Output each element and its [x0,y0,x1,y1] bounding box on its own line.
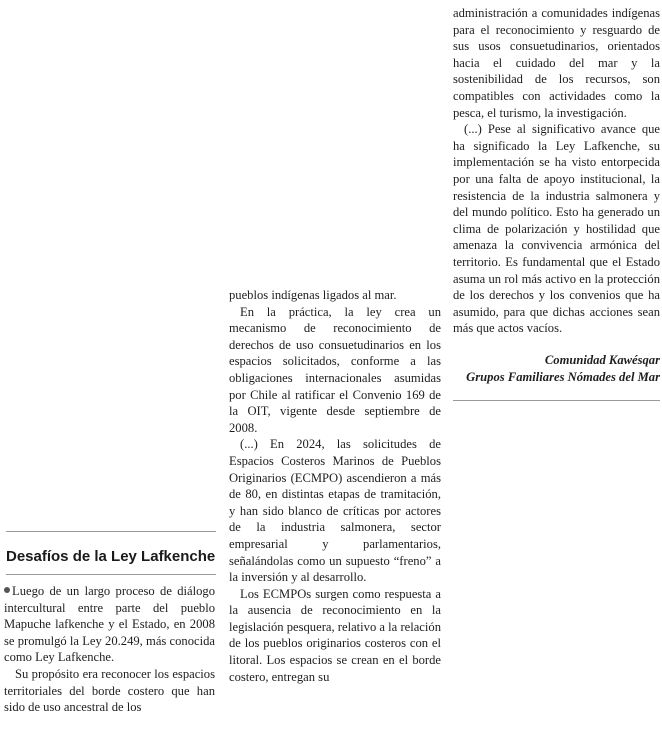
signature-line-1: Comunidad Kawésqar [544,353,660,367]
paragraph: En la práctica, la ley crea un mecanismo de reconocimiento de derechos de uso consuetudinarios en los espacios solicitados, conforme a las obligaciones internacionales asumidas por Chile al ratificar el Convenio 169 de la OIT, vigente desde septiembre de 2008. [229,304,441,435]
signature-block [453,352,660,386]
paragraph: (...) Pese al significativo avance que ha significado la Ley Lafkenche, su implementación se ha visto entorpecida por una falta de apoyo institucional, la resistencia de la industria salmonera y del mundo político. Esto ha generado un clima de polarización y hostilidad que amenaza la convivencia armónica del territorio. Es fundamental que el Estado asuma un rol más activo en la protección de los derechos y los convenios que ha asumido, para que dichas acciones sean más que actos vacíos. [453,122,660,336]
paragraph: administración a comunidades indígenas para el reconocimiento y resguardo de sus usos consuetudinarios, orientados hacia el cuidado del mar y la sostenibilidad de los recursos, son compatibles con actividades como la pesca, el turismo, la investigación. [453,6,660,120]
paragraph: Su propósito era reconocer los espacios territoriales del borde costero que han sido de uso ancestral de los [4,666,215,715]
paragraph: Los ECMPOs surgen como respuesta a la ausencia de reconocimiento en la legislación pesquera, relativo a la relación de los pueblos originarios costeros con el litoral. Los espacios se crean en el borde costero, entregan su [229,586,441,684]
signature-rule [453,400,660,401]
section-heading: Desafíos de la Ley Lafkenche [6,548,216,565]
article-column-2 [229,287,441,685]
section-rule-top [6,531,216,532]
paragraph: (...) En 2024, las solicitudes de Espacios Costeros Marinos de Pueblos Originarios (ECMPO) ascendieron a más de 80, en distintas etapas de tramitación, y han sido blanco de críticas por actores de la industria salmonera, sector empresarial y parlamentarios, señalándolas como un supuesto “freno” a la inversión y al desarrollo. [229,437,441,585]
bullet-icon [4,587,10,593]
paragraph [4,583,215,666]
section-rule-bottom [6,574,216,575]
signature-line-2: Grupos Familiares Nómades del Mar [466,370,660,384]
paragraph: pueblos indígenas ligados al mar. [229,288,397,302]
article-column-3 [453,5,660,337]
article-column-1 [4,583,215,716]
paragraph-text: Luego de un largo proceso de diálogo intercultural entre parte del pueblo Mapuche lafkenche y el Estado, en 2008 se promulgó la Ley 20.249, más conocida como Ley Lafkenche. [4,584,215,665]
